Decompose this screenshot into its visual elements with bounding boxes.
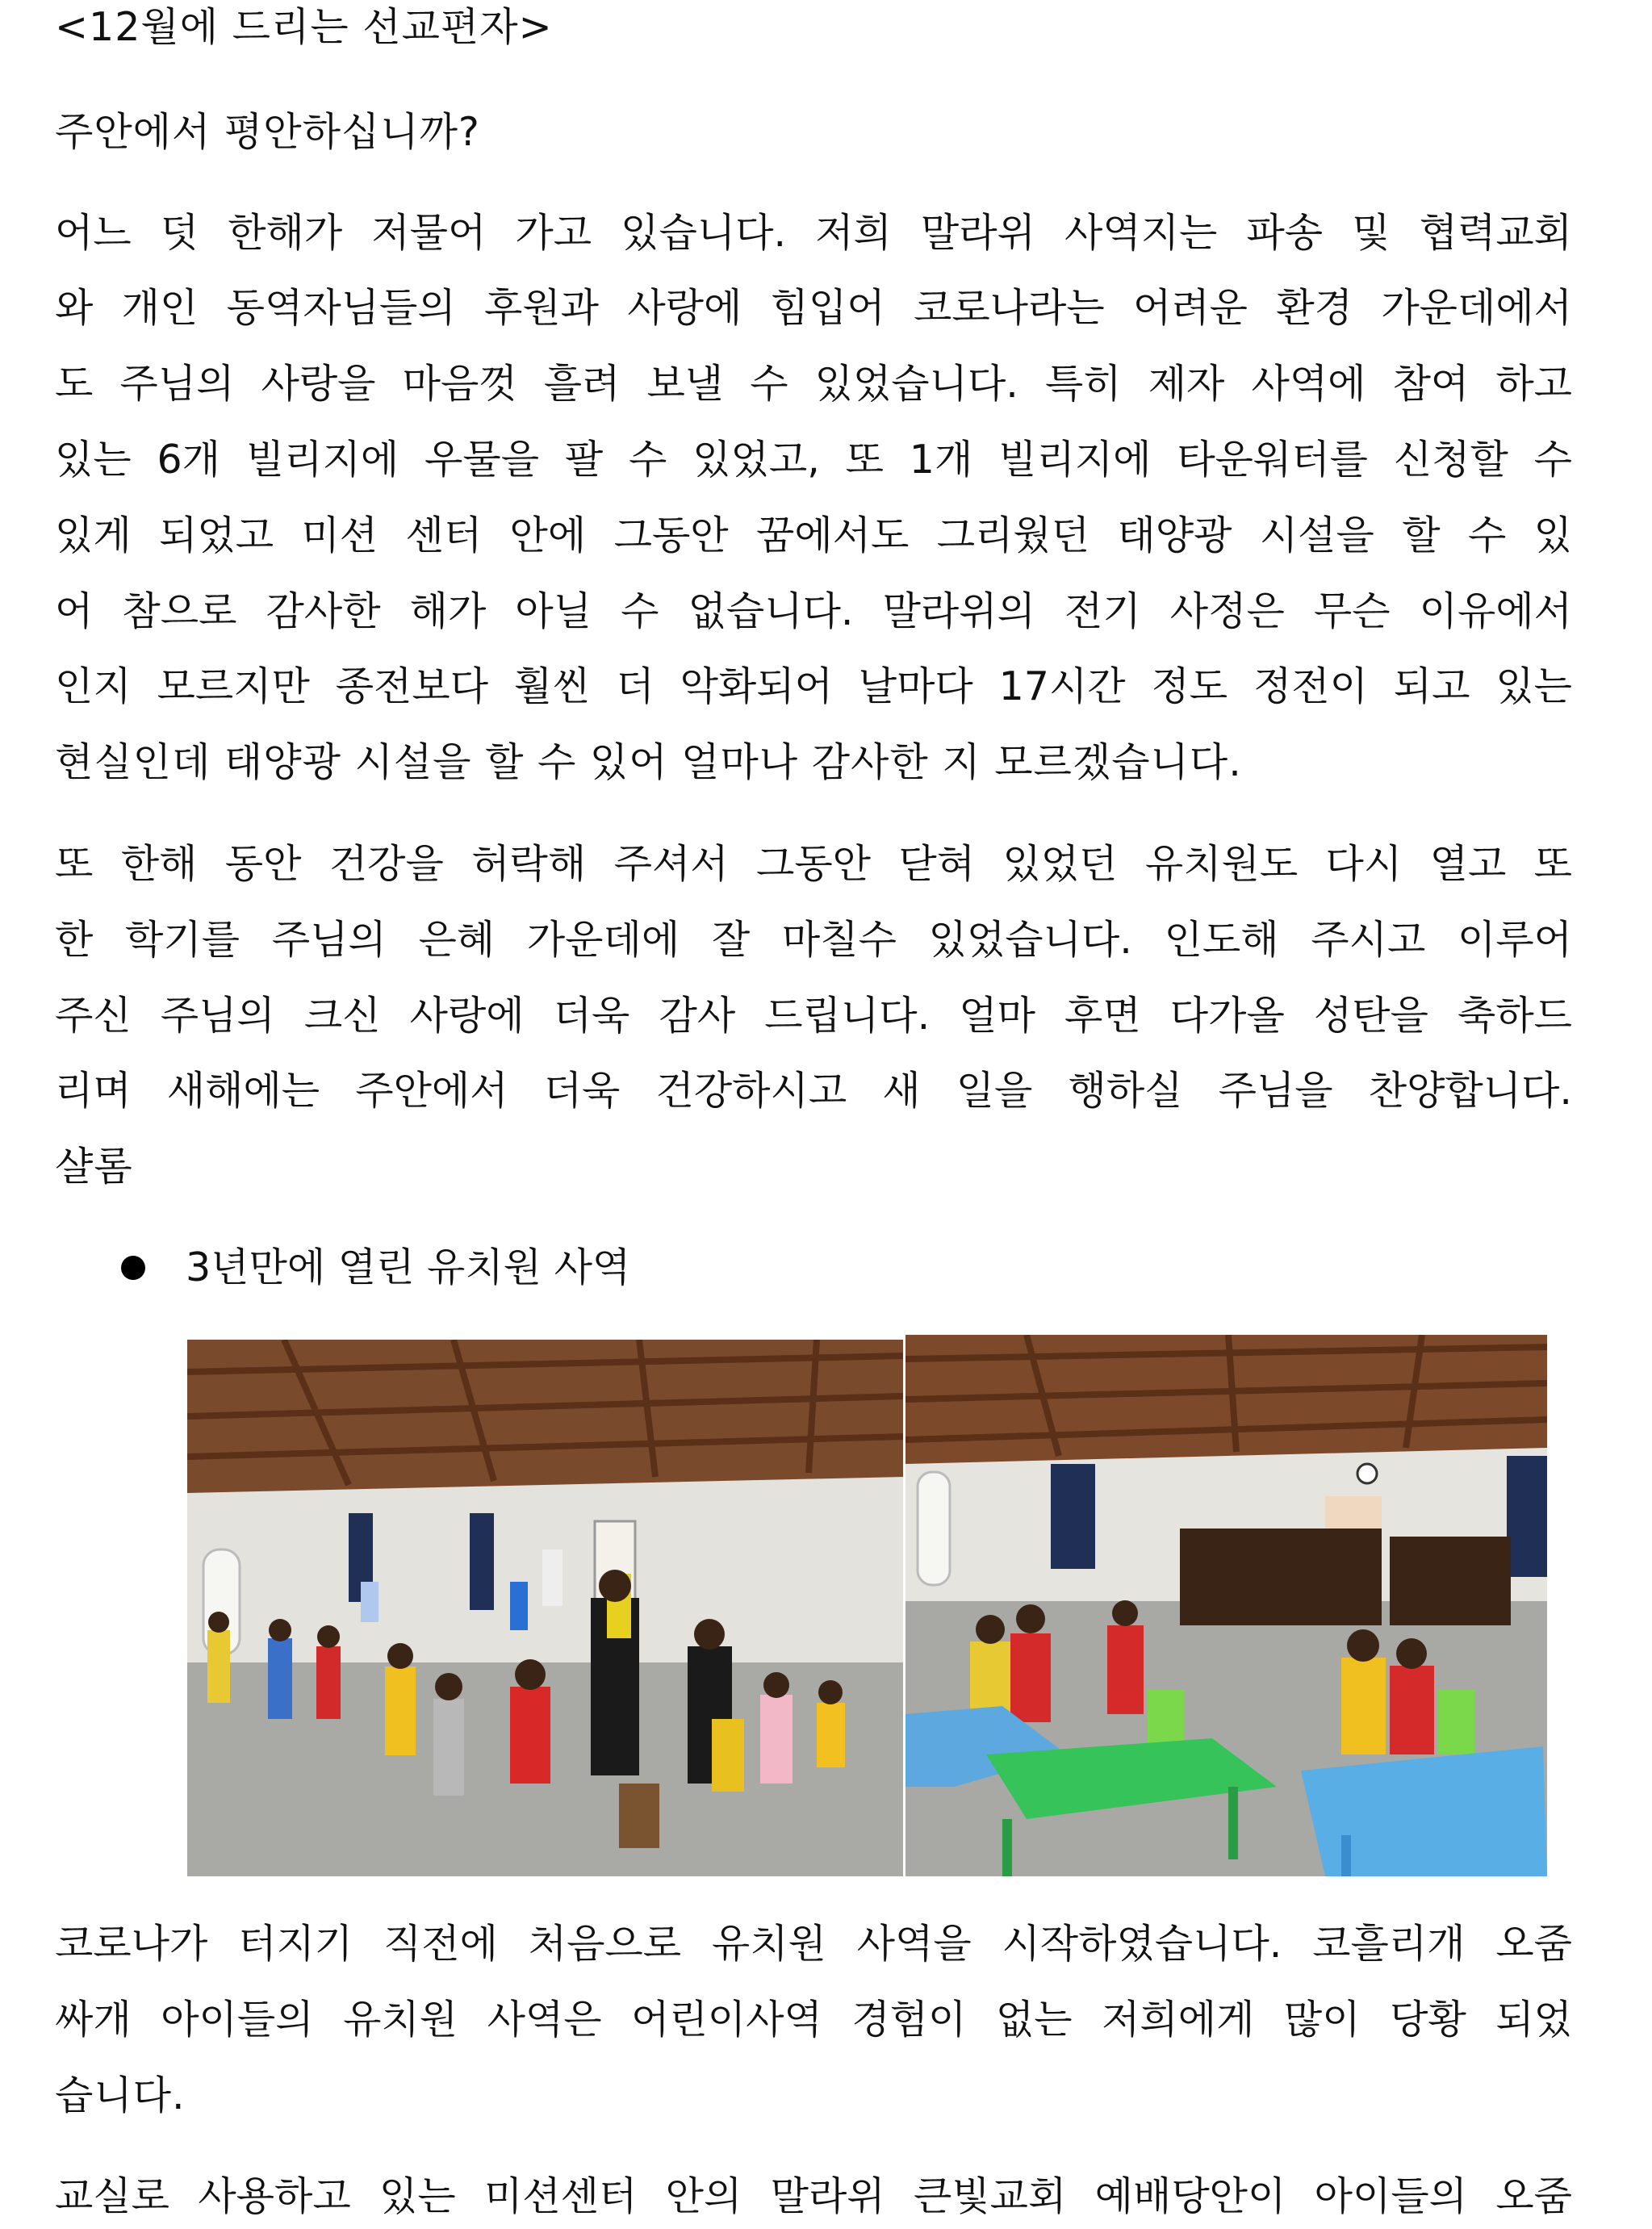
paragraph2-line: 샬롬: [55, 1144, 133, 1190]
paragraph1-line: 어 참으로 감사한 해가 아닐 수 없습니다. 말라위의 전기 사정은 무슨 이유에서: [55, 588, 1572, 634]
letter-heading: <12월에 드리는 선교편자>: [55, 4, 553, 50]
greeting: 주안에서 평안하십니까?: [55, 109, 480, 155]
paragraph2-line: 주신 주님의 크신 사랑에 더욱 감사 드립니다. 얼마 후면 다가올 성탄을 축하드: [55, 993, 1572, 1039]
paragraph1-line: 도 주님의 사랑을 마음껏 흘려 보낼 수 있었습니다. 특히 제자 사역에 참여 하고: [55, 361, 1572, 407]
paragraph3-line: 싸개 아이들의 유치원 사역은 어린이사역 경험이 없는 저희에게 많이 당황 되었: [55, 1997, 1572, 2043]
paragraph2-line: 리며 새해에는 주안에서 더욱 건강하시고 새 일을 행하실 주님을 찬양합니다.: [55, 1068, 1572, 1114]
bullet-dot: [121, 1256, 145, 1280]
paragraph3-line: 코로나가 터지기 직전에 처음으로 유치원 사역을 시작하였습니다. 코흘리개 오줌: [55, 1921, 1572, 1967]
paragraph1-line: 어느 덧 한해가 저물어 가고 있습니다. 저희 말라위 사역지는 파송 및 협력교회: [55, 210, 1572, 256]
kindergarten-circle-photo: [187, 1340, 903, 1876]
paragraph3-line: 습니다.: [55, 2072, 186, 2118]
paragraph2-line: 한 학기를 주님의 은혜 가운데에 잘 마칠수 있었습니다. 인도해 주시고 이루어: [55, 917, 1572, 963]
paragraph1-line: 있게 되었고 미션 센터 안에 그동안 꿈에서도 그리웠던 태양광 시설을 할 수 있: [55, 512, 1572, 558]
kindergarten-classroom-photo: [905, 1335, 1547, 1876]
bullet-item: 3년만에 열린 유치원 사역: [186, 1244, 631, 1290]
paragraph1-line: 와 개인 동역자님들의 후원과 사랑에 힘입어 코로나라는 어려운 환경 가운데에서: [55, 285, 1572, 331]
paragraph1-line: 인지 모르지만 종전보다 훨씬 더 악화되어 날마다 17시간 정도 정전이 되고 있는: [55, 663, 1572, 709]
paragraph1-line: 현실인데 태양광 시설을 할 수 있어 얼마나 감사한 지 모르겠습니다.: [55, 739, 1242, 785]
paragraph2-line: 또 한해 동안 건강을 허락해 주셔서 그동안 닫혀 있었던 유치원도 다시 열고 또: [55, 841, 1572, 887]
paragraph4-line: 교실로 사용하고 있는 미션센터 안의 말라위 큰빛교회 예배당안이 아이들의 오줌: [55, 2173, 1572, 2219]
paragraph1-line: 있는 6개 빌리지에 우물을 팔 수 있었고, 또 1개 빌리지에 타운워터를 신청할 수: [55, 437, 1572, 483]
